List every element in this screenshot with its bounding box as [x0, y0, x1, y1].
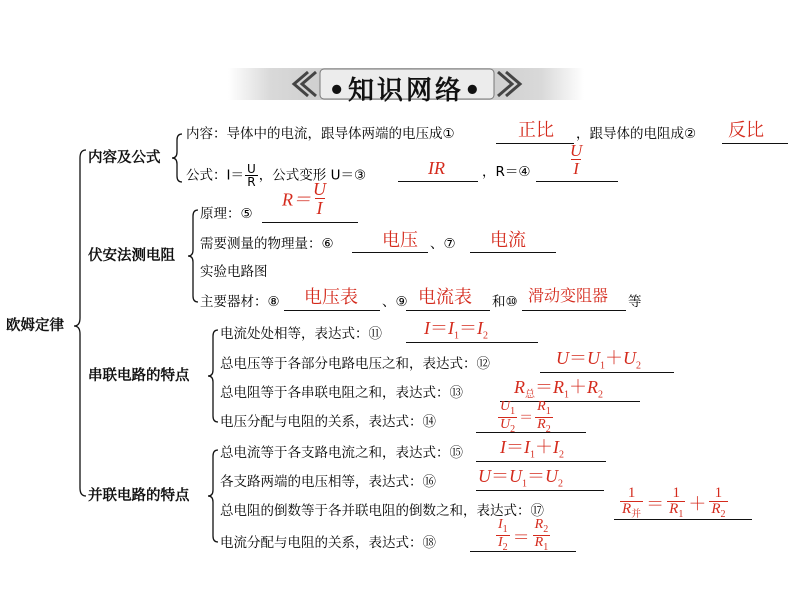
s4-label: 并联电路的特点 [88, 488, 190, 504]
answer-14: $\frac{U_1}{U_2}$ ＝ $\frac{R_1}{R_2}$ [500, 399, 551, 435]
blank-4 [536, 181, 618, 182]
s4-line4: 电流分配与电阻的关系，表达式：⑱ [220, 535, 436, 551]
s1-line1: 内容：导体中的电流，跟导体两端的电压成① [186, 126, 455, 142]
blank-10 [522, 310, 626, 311]
answer-10: 滑动变阻器 [528, 288, 609, 305]
answer-11: $I=I_1=I_2$ [424, 318, 488, 342]
s2-line2-sep: 、⑦ [430, 236, 456, 252]
answer-12: $U=U_1+U_2$ [556, 348, 641, 372]
answer-17: $\frac{1}{R_并}$ ＝ $\frac{1}{R_1}$ ＋ $\frac{1}{R_2}$ [622, 485, 726, 520]
s4-line1: 总电流等于各支路电流之和，表达式：⑮ [220, 445, 463, 461]
answer-13: $R_总=R_1+R_2$ [514, 377, 603, 401]
blank-9 [406, 310, 490, 311]
answer-3: IR [428, 158, 445, 178]
answer-1: 正比 [518, 120, 554, 140]
answer-18: $\frac{I_1}{I_2}$ ＝ $\frac{R_2}{R_1}$ [498, 517, 549, 553]
s4-line3: 总电阻的倒数等于各并联电阻的倒数之和，表达式：⑰ [220, 503, 544, 519]
answer-2: 反比 [728, 120, 764, 140]
answer-16: $U=U_1=U_2$ [478, 466, 563, 490]
s1-line1-b: ，跟导体的电阻成② [576, 126, 697, 142]
answer-6: 电压 [382, 230, 418, 250]
root-label: 欧姆定律 [6, 318, 64, 334]
blank-5 [262, 222, 358, 223]
s2-line2: 需要测量的物理量：⑥ [200, 236, 334, 252]
s2-line4-end: 等 [628, 294, 642, 310]
s2-line1: 原理：⑤ [200, 206, 253, 222]
s2-line3: 实验电路图 [200, 264, 268, 280]
s3-line3: 总电阻等于各串联电阻之和，表达式：⑬ [220, 385, 463, 401]
s1-label: 内容及公式 [88, 150, 161, 166]
s4-line2: 各支路两端的电压相等，表达式：⑯ [220, 474, 436, 490]
answer-7: 电流 [490, 230, 526, 250]
blank-8 [284, 310, 380, 311]
s2-line4: 主要器材：⑧ [200, 294, 280, 310]
s1-line2: 公式：I＝ $\frac{U}{R}$ ，公式变形 U＝③ [186, 162, 367, 189]
ohm-formula-fraction: $\frac{U}{R}$ [246, 162, 256, 189]
blank-7 [470, 252, 556, 253]
answer-15: $I=I_1+I_2$ [500, 437, 564, 461]
answer-8: 电压表 [304, 287, 358, 307]
answer-4: $\frac{U}{I}$ [570, 141, 583, 178]
s2-line4-sep: 、⑨ [382, 294, 408, 310]
banner-title: •知识网络• [328, 76, 484, 106]
blank-1 [496, 143, 574, 144]
s3-line1: 电流处处相等，表达式：⑪ [220, 326, 382, 342]
s2-line4-and: 和⑩ [492, 294, 518, 310]
s3-line4: 电压分配与电阻的关系，表达式：⑭ [220, 414, 436, 430]
s2-label: 伏安法测电阻 [88, 248, 175, 264]
blank-3 [398, 181, 478, 182]
answer-5: R＝ $\frac{U}{I}$ [282, 179, 326, 218]
blank-2 [722, 143, 788, 144]
blank-6 [352, 252, 428, 253]
answer-9: 电流表 [418, 287, 472, 307]
s3-label: 串联电路的特点 [88, 368, 190, 384]
s3-line2: 总电压等于各部分电路电压之和，表达式：⑫ [220, 356, 490, 372]
s1-line2-c: ，R＝④ [482, 164, 531, 180]
